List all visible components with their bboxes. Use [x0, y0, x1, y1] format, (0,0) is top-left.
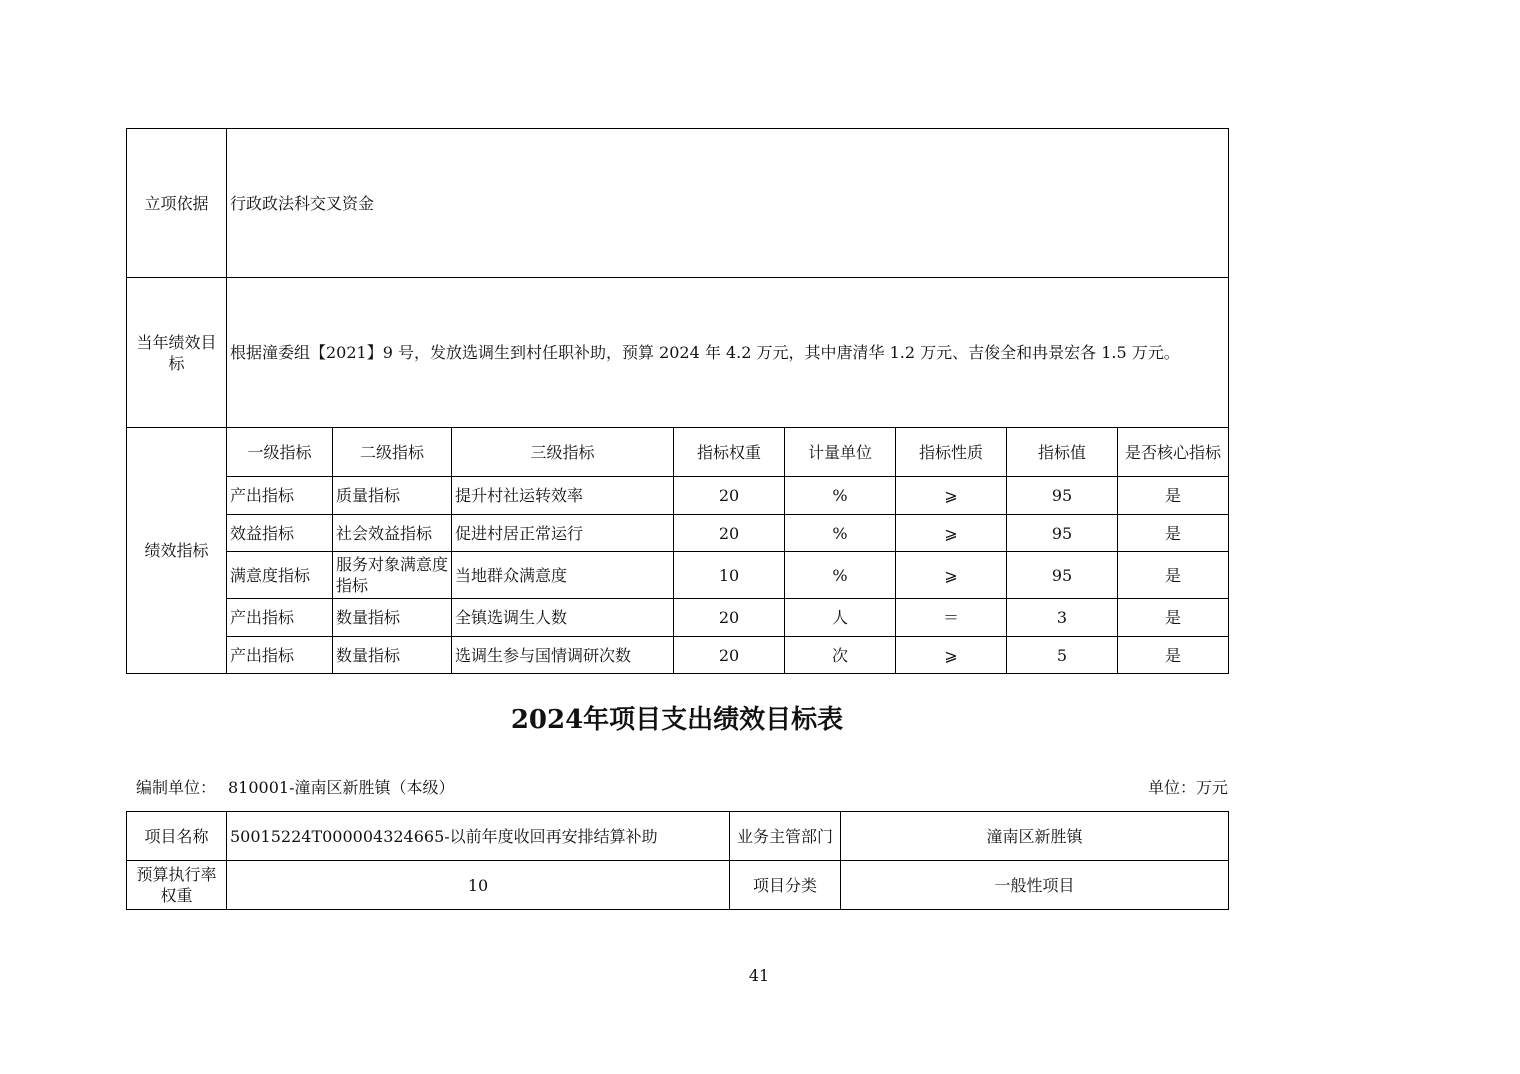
level2-indicator: 数量指标 — [333, 599, 452, 637]
exec-weight-value: 10 — [227, 861, 730, 910]
indicator-is-core: 是 — [1118, 515, 1229, 552]
goal-value: 根据潼委组【2021】9 号，发放选调生到村任职补助，预算 2024 年 4.2 万元，其中唐清华 1.2 万元、吉俊全和冉景宏各 1.5 万元。 — [227, 278, 1229, 428]
category-value: 一般性项目 — [841, 861, 1229, 910]
level1-indicator: 产出指标 — [227, 599, 333, 637]
level2-indicator: 社会效益指标 — [333, 515, 452, 552]
indicator-row — [127, 599, 1229, 637]
indicator-nature: ⩾ — [896, 477, 1007, 515]
indicator-row — [127, 637, 1229, 674]
indicator-value: 3 — [1007, 599, 1118, 637]
indicators-label: 绩效指标 — [127, 428, 227, 674]
project-name-value: 50015224T000004324665-以前年度收回再安排结算补助 — [227, 812, 730, 861]
indicator-nature: ⩾ — [896, 552, 1007, 599]
level2-indicator: 数量指标 — [333, 637, 452, 674]
indicator-value: 95 — [1007, 552, 1118, 599]
header-is-core: 是否核心指标 — [1118, 428, 1229, 477]
header-value: 指标值 — [1007, 428, 1118, 477]
level3-indicator: 当地群众满意度 — [452, 552, 674, 599]
header-level1: 一级指标 — [227, 428, 333, 477]
indicator-nature: ＝ — [896, 599, 1007, 637]
header-level2: 二级指标 — [333, 428, 452, 477]
basis-value: 行政政法科交叉资金 — [227, 129, 1229, 278]
indicator-unit: 次 — [785, 637, 896, 674]
indicator-is-core: 是 — [1118, 599, 1229, 637]
indicator-value: 95 — [1007, 515, 1118, 552]
org-value: 810001-潼南区新胜镇（本级） — [228, 778, 455, 797]
goal-label: 当年绩效目标 — [127, 278, 227, 428]
unit-info-line — [126, 777, 1228, 799]
indicator-nature: ⩾ — [896, 515, 1007, 552]
indicator-unit: % — [785, 477, 896, 515]
indicator-unit: % — [785, 552, 896, 599]
currency-unit: 单位：万元 — [1147, 778, 1228, 797]
dept-label: 业务主管部门 — [730, 812, 841, 861]
indicator-weight: 20 — [674, 599, 785, 637]
exec-weight-label: 预算执行率权重 — [127, 861, 227, 910]
indicator-value: 95 — [1007, 477, 1118, 515]
indicator-unit: 人 — [785, 599, 896, 637]
indicator-is-core: 是 — [1118, 552, 1229, 599]
indicator-weight: 20 — [674, 637, 785, 674]
indicator-weight: 20 — [674, 477, 785, 515]
exec-weight-row — [127, 861, 1229, 910]
header-unit: 计量单位 — [785, 428, 896, 477]
level1-indicator: 产出指标 — [227, 477, 333, 515]
project-info-table — [126, 811, 1229, 910]
page-title: 2024年项目支出绩效目标表 — [510, 705, 844, 735]
org-label: 编制单位： — [136, 778, 217, 797]
level2-indicator: 质量指标 — [333, 477, 452, 515]
indicator-weight: 10 — [674, 552, 785, 599]
header-nature: 指标性质 — [896, 428, 1007, 477]
indicator-row — [127, 477, 1229, 515]
level3-indicator: 提升村社运转效率 — [452, 477, 674, 515]
level3-indicator: 选调生参与国情调研次数 — [452, 637, 674, 674]
indicator-weight: 20 — [674, 515, 785, 552]
level3-indicator: 促进村居正常运行 — [452, 515, 674, 552]
level3-indicator: 全镇选调生人数 — [452, 599, 674, 637]
indicator-unit: % — [785, 515, 896, 552]
dept-value: 潼南区新胜镇 — [841, 812, 1229, 861]
header-weight: 指标权重 — [674, 428, 785, 477]
basis-row — [127, 129, 1229, 278]
page-number: 41 — [748, 966, 770, 985]
indicator-nature: ⩾ — [896, 637, 1007, 674]
indicator-row — [127, 552, 1229, 599]
category-label: 项目分类 — [730, 861, 841, 910]
level1-indicator: 满意度指标 — [227, 552, 333, 599]
basis-label: 立项依据 — [127, 129, 227, 278]
performance-target-table-continued — [126, 128, 1229, 674]
goal-row — [127, 278, 1229, 428]
indicator-row — [127, 515, 1229, 552]
level2-indicator: 服务对象满意度指标 — [333, 552, 452, 599]
indicator-is-core: 是 — [1118, 477, 1229, 515]
indicator-is-core: 是 — [1118, 637, 1229, 674]
level1-indicator: 产出指标 — [227, 637, 333, 674]
header-level3: 三级指标 — [452, 428, 674, 477]
project-name-label: 项目名称 — [127, 812, 227, 861]
indicator-value: 5 — [1007, 637, 1118, 674]
indicator-header-row — [127, 428, 1229, 477]
project-name-row — [127, 812, 1229, 861]
level1-indicator: 效益指标 — [227, 515, 333, 552]
